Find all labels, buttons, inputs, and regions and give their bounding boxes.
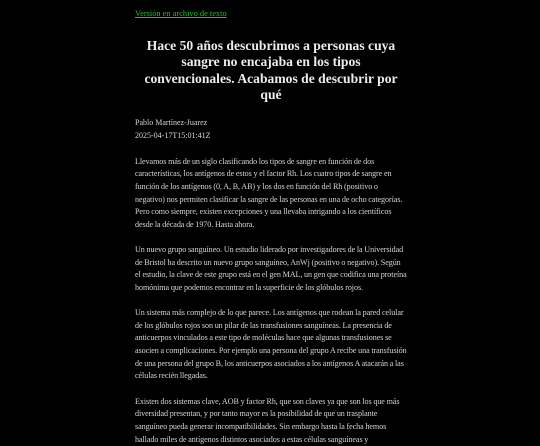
article-paragraph: Un nuevo grupo sanguíneo. Un estudio liderado por investigadores de la Universidad de Bristol ha descrito un nuevo grupo sanguíneo, AnWj (positivo o negativo). Según el estudio, la clave de este grupo está en el gen MAL, un gen que codifica una proteína homónima que podemos encontrar en la superficie de los glóbulos rojos. bbox=[135, 245, 407, 292]
article-container bbox=[135, 0, 407, 446]
article-paragraph: Existen dos sistemas clave, AOB y factor Rh, que son claves ya que son los que más diversidad presentan, y por tanto mayor es la posibilidad de que un trasplante sanguíneo pueda generar incompatibilidades. Sin embargo hasta la fecha hemos hallado miles de antígenos distintos asociados a estas células sanguíneas y bbox=[135, 396, 400, 444]
article-body bbox=[135, 156, 407, 446]
article-paragraph: Un sistema más complejo de lo que parece. Los antígenos que rodean la pared celular de los glóbulos rojos son un pilar de las transfusiones sanguíneas. La presencia de anticuerpos vinculados a este tipo de moléculas hace que algunas transfusiones se asocien a complicaciones. Por ejemplo una persona del grupo A recibe una transfusión de una persona del grupo B, los anticuerpos asociados a los antígenos A atacarán a las células recién llegadas. bbox=[135, 308, 407, 381]
article-paragraph: Llevamos más de un siglo clasificando los tipos de sangre en función de dos características, los antígenos de estos y el factor Rh. Los cuatro tipos de sangre en función de los antígenos (0, A, B, AB) y los dos en función del Rh (positivo o negativo) nos permiten clasificar la sangre de las personas en una de ocho categorías. Pero como siempre, existen excepciones y una llevaba intrigando a los científicos desde la década de 1970. Hasta ahora. bbox=[135, 156, 403, 229]
article-meta bbox=[135, 117, 407, 142]
article-title: Hace 50 años descubrimos a personas cuya sangre no encajaba en los tipos convencionales. Acabamos de descubrir por qué bbox=[144, 38, 398, 102]
publish-timestamp: 2025-04-17T15:01:41Z bbox=[135, 130, 211, 140]
text-version-link[interactable]: Versión en archivo de texto bbox=[135, 9, 227, 18]
author-name: Pablo Martínez-Juarez bbox=[135, 118, 208, 128]
